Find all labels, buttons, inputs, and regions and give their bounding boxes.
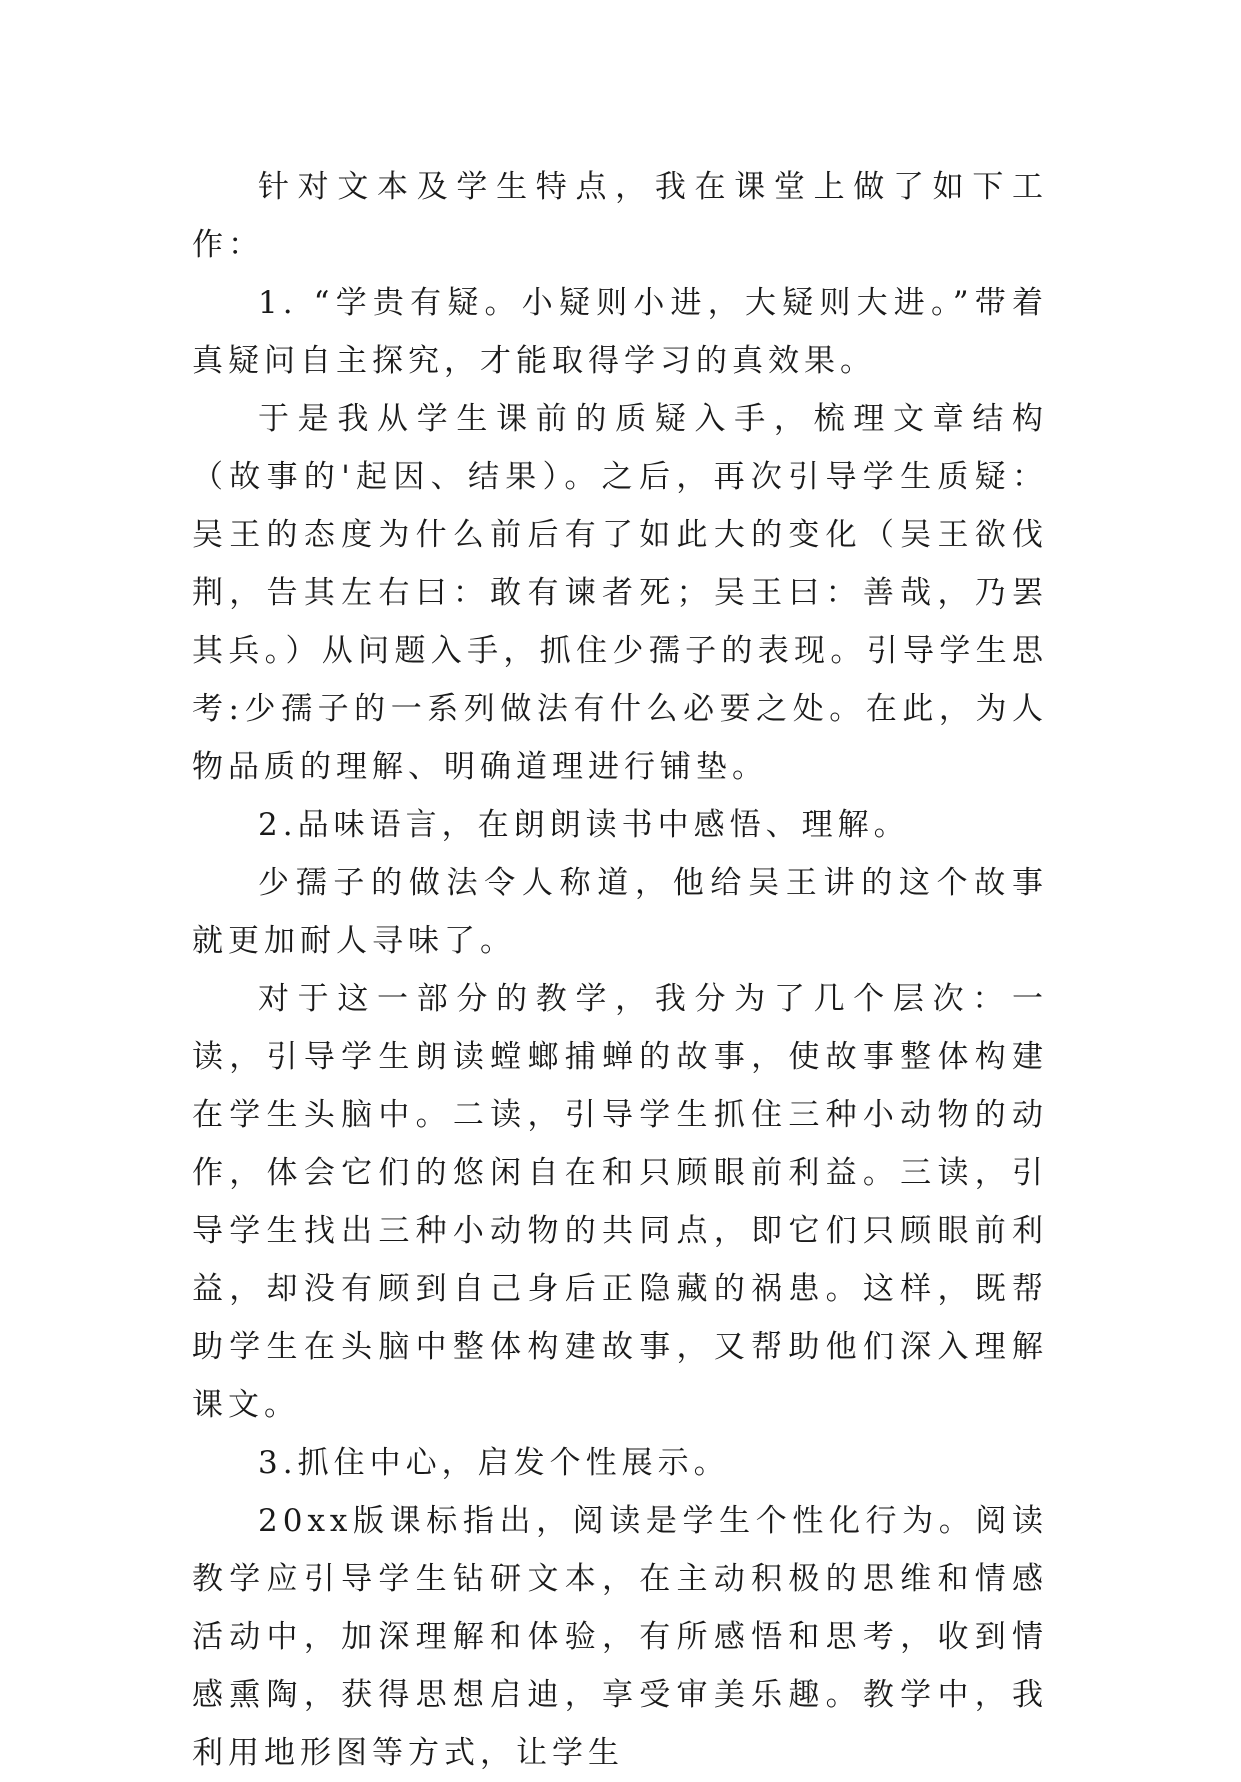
paragraph-point-3: 3.抓住中心，启发个性展示。 (258, 1445, 730, 1481)
document-body (192, 158, 1048, 1782)
paragraph-intro: 针对文本及学生特点，我在课堂上做了如下工作： (192, 169, 1048, 263)
paragraph-questioning: 于是我从学生课前的质疑入手，梳理文章结构（故事的'起因、结果）。之后，再次引导学生质疑：吴王的态度为什么前后有了如此大的变化（吴王欲伐荆，告其左右曰：敢有谏者死；吴王曰：善哉，乃罢其兵。）从问题入手，抓住少孺子的表现。引导学生思考:少孺子的一系列做法有什么必要之处。在此，为人物品质的理解、明确道理进行铺垫。 (192, 401, 1048, 785)
paragraph-curriculum: 20xx版课标指出，阅读是学生个性化行为。阅读教学应引导学生钻研文本，在主动积极的思维和情感活动中，加深理解和体验，有所感悟和思考，收到情感熏陶，获得思想启迪，享受审美乐趣。教学中，我利用地形图等方式，让学生 (192, 1503, 1048, 1771)
paragraph-point-1: 1. “学贵有疑。小疑则小进，大疑则大进。”带着真疑问自主探究，才能取得学习的真效果。 (192, 285, 1048, 379)
paragraph-story-appeal: 少孺子的做法令人称道，他给吴王讲的这个故事就更加耐人寻味了。 (192, 865, 1048, 959)
paragraph-point-2: 2.品味语言，在朗朗读书中感悟、理解。 (258, 807, 910, 843)
paragraph-reading-levels: 对于这一部分的教学，我分为了几个层次：一读，引导学生朗读螳螂捕蝉的故事，使故事整体构建在学生头脑中。二读，引导学生抓住三种小动物的动作，体会它们的悠闲自在和只顾眼前利益。三读，引导学生找出三种小动物的共同点，即它们只顾眼前利益，却没有顾到自己身后正隐藏的祸患。这样，既帮助学生在头脑中整体构建故事，又帮助他们深入理解课文。 (192, 981, 1048, 1423)
